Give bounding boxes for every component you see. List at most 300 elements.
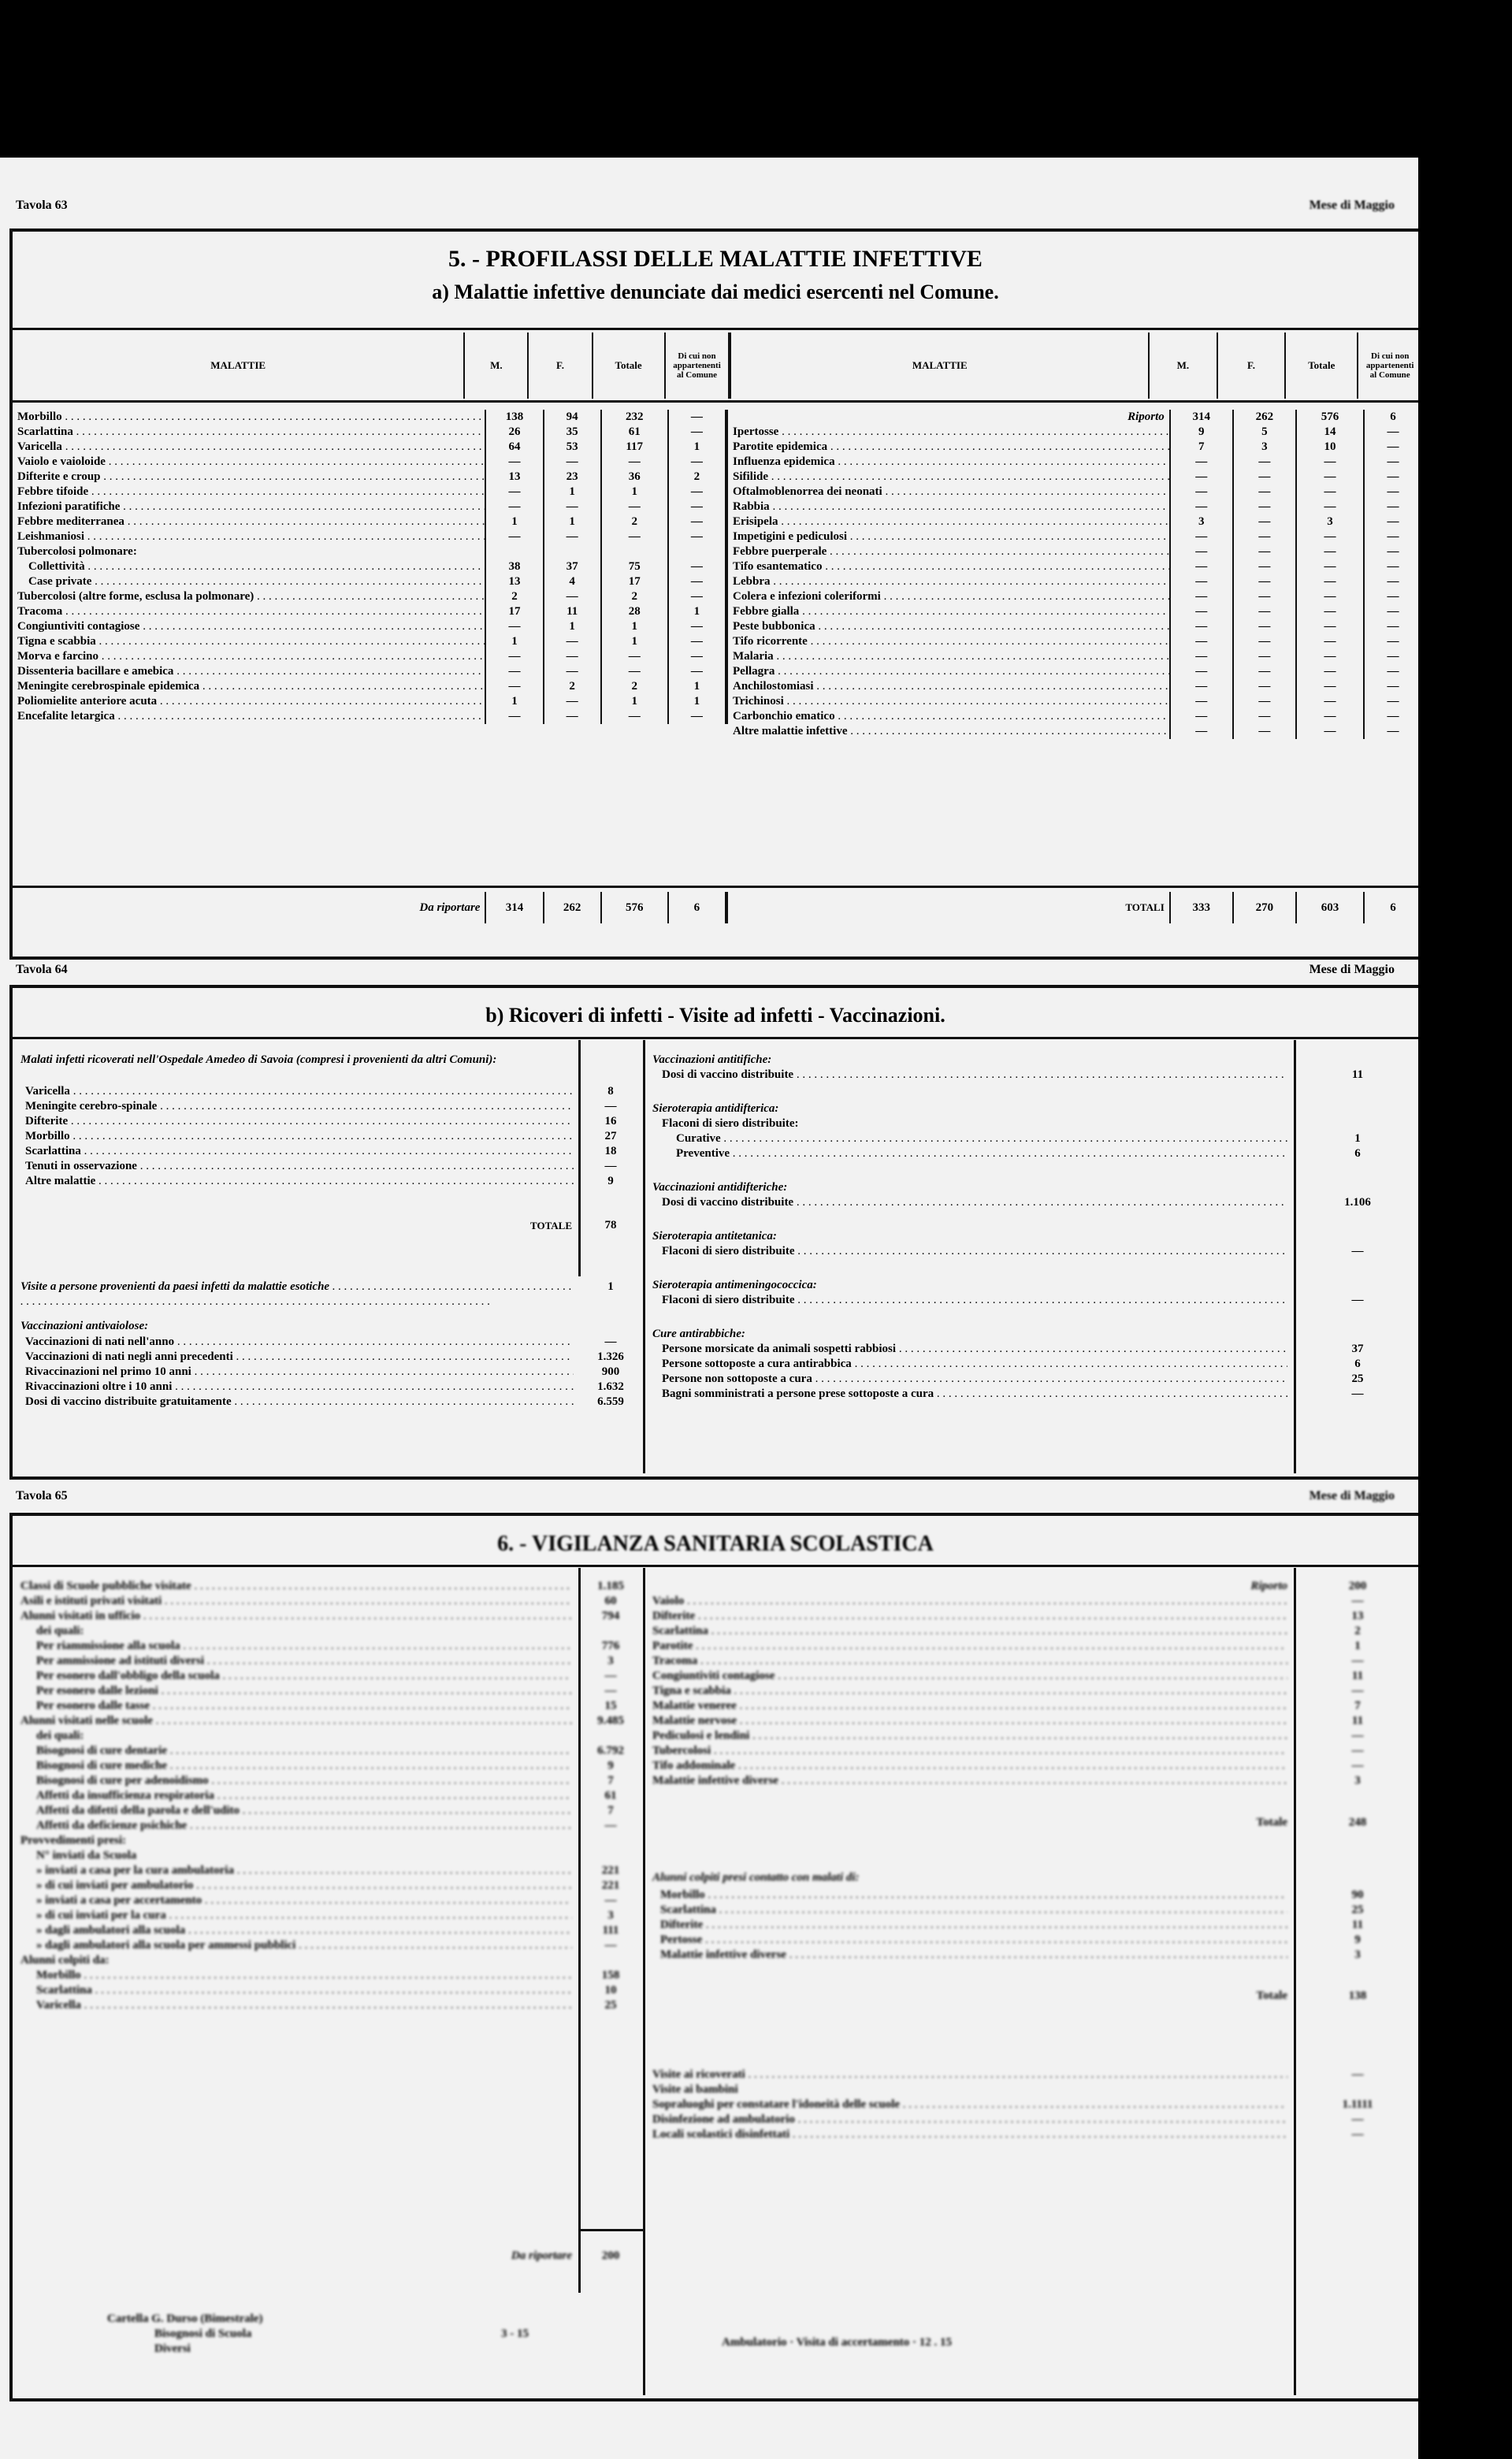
left-total-label: Da riportare bbox=[13, 892, 485, 923]
list-item bbox=[652, 1372, 1287, 1387]
cell-value: 1 bbox=[601, 694, 668, 709]
disease-label bbox=[13, 559, 485, 574]
disease-label bbox=[728, 664, 1170, 679]
list-item bbox=[20, 1654, 572, 1669]
disease-label bbox=[728, 634, 1170, 649]
item-value: 6.792 bbox=[597, 1744, 624, 1757]
disease-name: Tracoma bbox=[17, 605, 63, 618]
col-malattie: MALATTIE bbox=[13, 332, 464, 399]
cell-value: — bbox=[1387, 485, 1399, 498]
leader-dots bbox=[822, 560, 1169, 573]
disease-label bbox=[728, 544, 1170, 559]
item-label: Provvedimenti presi: bbox=[20, 1834, 127, 1847]
leader-dots bbox=[735, 1759, 1287, 1772]
item-label: Malattie infettive diverse bbox=[652, 1774, 778, 1787]
leader-dots bbox=[697, 1655, 1287, 1667]
col-f: F. bbox=[528, 332, 592, 399]
disease-name: Leishmaniosi bbox=[17, 530, 85, 543]
riporto-m: 314 bbox=[1170, 410, 1233, 425]
list-item bbox=[20, 1594, 572, 1609]
cell-value: — bbox=[1296, 574, 1364, 589]
left-total-m: 314 bbox=[485, 892, 543, 923]
list-item bbox=[20, 1878, 572, 1893]
cell-value: — bbox=[1387, 710, 1399, 722]
item-value: 6 bbox=[1354, 1147, 1361, 1160]
cell-value: — bbox=[1387, 590, 1399, 603]
cell-value: — bbox=[1233, 544, 1296, 559]
table-row bbox=[13, 634, 726, 649]
item-label: Pediculosi e lendini bbox=[652, 1729, 750, 1742]
cell-value: — bbox=[1387, 665, 1399, 678]
item-value: — bbox=[604, 1819, 617, 1832]
list-item bbox=[25, 1129, 574, 1144]
list-item bbox=[20, 1938, 572, 1953]
list-item bbox=[20, 1983, 572, 1998]
item-value: 1 bbox=[1354, 1132, 1361, 1145]
item-label: Morbillo bbox=[25, 1130, 70, 1142]
item-value: — bbox=[1351, 1387, 1364, 1400]
cell-value: 232 bbox=[601, 410, 668, 425]
gap bbox=[652, 1161, 1287, 1180]
disease-name: Tubercolosi (altre forme, esclusa la polmonare) bbox=[17, 590, 254, 603]
item-label: Preventive bbox=[676, 1147, 730, 1160]
s6-right-list bbox=[652, 1594, 1287, 1789]
list-item bbox=[20, 1774, 572, 1789]
item-value: 3 bbox=[607, 1655, 614, 1667]
cell-value: — bbox=[485, 619, 543, 634]
cell-value: — bbox=[1170, 679, 1233, 694]
item-label: Difterite bbox=[652, 1610, 696, 1622]
list-item bbox=[652, 1624, 1287, 1639]
leader-dots bbox=[900, 2098, 1287, 2111]
leader-dots bbox=[62, 410, 486, 423]
item-label: Rivaccinazioni nel primo 10 anni bbox=[25, 1365, 191, 1378]
disease-label bbox=[13, 440, 485, 455]
s6-riporto-label: Riporto bbox=[1250, 1580, 1287, 1592]
item-label: Tracoma bbox=[652, 1655, 698, 1667]
cell-value: — bbox=[668, 709, 726, 724]
cell-value: — bbox=[1387, 515, 1399, 528]
list-item bbox=[25, 1395, 574, 1410]
table-row bbox=[13, 440, 726, 455]
list-item bbox=[20, 1818, 572, 1833]
disease-label bbox=[13, 604, 485, 619]
item-value: 11 bbox=[1351, 1068, 1364, 1081]
s6-left-values bbox=[581, 1579, 640, 2013]
item-value: — bbox=[604, 1894, 617, 1907]
s6-footer-line-3: Diversi bbox=[154, 2342, 191, 2355]
leader-dots bbox=[793, 1068, 1287, 1081]
spacer bbox=[1298, 1278, 1417, 1293]
list-item bbox=[652, 2127, 1287, 2142]
cell-value: 17 bbox=[485, 604, 543, 619]
gap bbox=[652, 1308, 1287, 1327]
b-right-values bbox=[1298, 1053, 1417, 1421]
b-total-value: 78 bbox=[604, 1219, 617, 1231]
cell-value: — bbox=[1296, 664, 1364, 679]
item-value: 221 bbox=[601, 1879, 620, 1892]
table-row bbox=[728, 544, 1421, 559]
leader-dots bbox=[172, 1380, 574, 1393]
leader-dots bbox=[794, 1245, 1287, 1257]
disease-label bbox=[13, 500, 485, 514]
section-6-title: 6. - VIGILANZA SANITARIA SCOLASTICA bbox=[497, 1532, 934, 1556]
gap bbox=[652, 1259, 1287, 1278]
cell-value: — bbox=[1233, 529, 1296, 544]
cell-value: 23 bbox=[544, 470, 601, 485]
item-label: Locali scolastici disinfettati bbox=[652, 2128, 790, 2141]
disease-label bbox=[728, 470, 1170, 485]
cell-value: — bbox=[485, 649, 543, 664]
cell-value: — bbox=[1233, 455, 1296, 470]
cell-value: 2 bbox=[544, 679, 601, 694]
table-row bbox=[13, 410, 726, 425]
s6-left-footer bbox=[107, 2312, 548, 2357]
cell-value: — bbox=[668, 514, 726, 529]
leader-dots bbox=[174, 1335, 574, 1348]
table-row bbox=[728, 485, 1421, 500]
leader-dots bbox=[73, 425, 486, 438]
leader-dots bbox=[745, 2068, 1287, 2081]
gap bbox=[1298, 1402, 1417, 1421]
item-value: 6.559 bbox=[597, 1395, 624, 1408]
disease-name: Collettività bbox=[28, 560, 85, 573]
item-label: Varicella bbox=[25, 1085, 70, 1098]
item-label: Morbillo bbox=[660, 1889, 705, 1901]
leader-dots bbox=[158, 1685, 572, 1697]
item-label: Malattie veneree bbox=[652, 1699, 737, 1712]
item-value: 1.106 bbox=[1344, 1196, 1371, 1209]
list-item bbox=[20, 1744, 572, 1759]
table-row bbox=[728, 664, 1421, 679]
item-value: 776 bbox=[601, 1640, 620, 1652]
table-row bbox=[13, 470, 726, 485]
item-label: Per esonero dalle tasse bbox=[36, 1699, 150, 1712]
cell-value: 14 bbox=[1296, 425, 1364, 440]
item-label: Difterite bbox=[660, 1919, 704, 1931]
item-value: 221 bbox=[601, 1864, 620, 1877]
disease-label bbox=[13, 514, 485, 529]
item-value: — bbox=[1351, 1245, 1364, 1257]
item-label: Varicella bbox=[36, 1999, 81, 2011]
section-6-frame bbox=[9, 1513, 1418, 2401]
table-row bbox=[13, 709, 726, 724]
spacer bbox=[1298, 1180, 1417, 1195]
item-value: 25 bbox=[1351, 1904, 1364, 1916]
leader-dots bbox=[711, 1744, 1287, 1757]
b-left-list bbox=[25, 1084, 574, 1189]
table-row bbox=[13, 694, 726, 709]
leader-dots bbox=[794, 1294, 1287, 1306]
disease-name: Altre malattie infettive bbox=[733, 725, 848, 737]
item-label: Tigna e scabbia bbox=[652, 1685, 731, 1697]
s6-right-values bbox=[1298, 1594, 1417, 1789]
item-label: Dosi di vaccino distribuite bbox=[662, 1196, 794, 1209]
group-heading: Vaccinazioni antidifteriche: bbox=[652, 1181, 788, 1194]
left-total-f: 262 bbox=[544, 892, 601, 923]
cell-value: — bbox=[1233, 589, 1296, 604]
disease-label bbox=[728, 455, 1170, 470]
item-label: » dagli ambulatori alla scuola per ammessi pubblici bbox=[36, 1939, 296, 1952]
list-item bbox=[652, 1654, 1287, 1669]
table-row bbox=[728, 589, 1421, 604]
cell-value: 28 bbox=[601, 604, 668, 619]
cell-value: — bbox=[1387, 470, 1399, 483]
disease-name: Difterite e croup bbox=[17, 470, 101, 483]
cell-value: — bbox=[544, 455, 601, 470]
leader-dots bbox=[81, 1969, 572, 1982]
cell-value bbox=[601, 544, 668, 559]
disease-label bbox=[13, 455, 485, 470]
s6-total2-label: Totale bbox=[1256, 1989, 1287, 2002]
item-value: — bbox=[1351, 1744, 1364, 1757]
item-label: Curative bbox=[676, 1132, 721, 1145]
cell-value: — bbox=[1170, 664, 1233, 679]
disease-label bbox=[13, 649, 485, 664]
list-item bbox=[20, 1624, 572, 1639]
list-item bbox=[20, 1789, 572, 1803]
leader-dots bbox=[150, 1699, 572, 1712]
table-row bbox=[13, 514, 726, 529]
item-label: Congiuntiviti contagiose bbox=[652, 1670, 775, 1682]
item-label: Difterite bbox=[25, 1115, 69, 1127]
cell-value: — bbox=[1387, 530, 1399, 543]
item-value: — bbox=[1351, 1685, 1364, 1697]
table-row bbox=[13, 574, 726, 589]
disease-label bbox=[728, 679, 1170, 694]
leader-dots bbox=[705, 1889, 1287, 1901]
list-item bbox=[20, 1953, 572, 1968]
disease-name: Varicella bbox=[17, 440, 62, 453]
list-item bbox=[20, 1729, 572, 1744]
item-label: N° inviati da Scuola bbox=[36, 1849, 137, 1862]
col-f-r: F. bbox=[1217, 332, 1286, 399]
table-row bbox=[728, 574, 1421, 589]
leader-dots bbox=[814, 680, 1170, 693]
item-label: Bisognosi di cure mediche bbox=[36, 1759, 167, 1772]
riporto-f: 262 bbox=[1233, 410, 1296, 425]
table-a-header bbox=[13, 332, 1421, 399]
b-vacc-list bbox=[25, 1335, 574, 1410]
disease-label bbox=[728, 529, 1170, 544]
left-total-tot: 576 bbox=[601, 892, 668, 923]
cell-value: — bbox=[1170, 574, 1233, 589]
table-row bbox=[728, 619, 1421, 634]
item-label: Pertosse bbox=[660, 1933, 703, 1946]
list-item bbox=[20, 1998, 572, 2013]
item-value: 11 bbox=[1351, 1670, 1364, 1682]
item-value: 60 bbox=[604, 1595, 617, 1607]
leader-dots bbox=[684, 1595, 1287, 1607]
spacer bbox=[1298, 1327, 1417, 1342]
cell-value: — bbox=[1233, 514, 1296, 529]
cell-value: — bbox=[1170, 694, 1233, 709]
cell-value: — bbox=[485, 529, 543, 544]
s6-left-total-label: Da riportare bbox=[511, 2249, 572, 2262]
cell-value: — bbox=[1233, 634, 1296, 649]
item-value: 15 bbox=[604, 1699, 617, 1712]
leader-dots bbox=[91, 575, 485, 588]
item-value bbox=[581, 1624, 640, 1639]
col-m: M. bbox=[464, 332, 528, 399]
s6-footer-line-1: Cartella G. Durso (Bimestrale) bbox=[107, 2312, 263, 2325]
disease-name: Congiuntiviti contagiose bbox=[17, 620, 140, 633]
col-m-r: M. bbox=[1149, 332, 1217, 399]
spacer bbox=[1298, 1053, 1417, 1068]
leader-dots bbox=[240, 1804, 572, 1817]
item-value: — bbox=[604, 1160, 617, 1172]
table-row bbox=[13, 500, 726, 514]
cell-value: 2 bbox=[668, 470, 726, 485]
leader-dots bbox=[847, 530, 1170, 543]
leader-dots bbox=[775, 665, 1169, 678]
leader-dots bbox=[106, 455, 486, 468]
item-value bbox=[581, 1953, 640, 1968]
item-label: dei quali: bbox=[36, 1729, 84, 1742]
disease-name: Febbre puerperale bbox=[733, 545, 827, 558]
cell-value: — bbox=[1387, 500, 1399, 513]
leader-dots bbox=[775, 1670, 1287, 1682]
leader-dots bbox=[716, 1904, 1287, 1916]
cell-value: — bbox=[1170, 485, 1233, 500]
item-value: 8 bbox=[607, 1085, 614, 1098]
leader-dots bbox=[815, 620, 1170, 633]
item-label: Sopraluoghi per constatare l'idoneità delle scuole bbox=[652, 2098, 901, 2111]
item-value bbox=[581, 1729, 640, 1744]
item-value: 11 bbox=[1351, 1714, 1364, 1727]
item-label: Flaconi di siero distribuite bbox=[662, 1294, 795, 1306]
item-label: Altre malattie bbox=[25, 1175, 96, 1187]
disease-name: Pellagra bbox=[733, 665, 775, 678]
cell-value: — bbox=[1387, 695, 1399, 708]
list-item bbox=[652, 1669, 1287, 1684]
cell-value: — bbox=[668, 500, 726, 514]
item-label: Scarlattina bbox=[652, 1625, 708, 1637]
leader-dots bbox=[162, 1595, 572, 1607]
leader-dots bbox=[795, 2113, 1287, 2126]
disease-label bbox=[728, 694, 1170, 709]
cell-value: — bbox=[1170, 724, 1233, 739]
list-item bbox=[20, 1923, 572, 1938]
cell-value: — bbox=[1387, 605, 1399, 618]
item-value: 3 bbox=[1354, 1774, 1361, 1787]
list-item bbox=[25, 1099, 574, 1114]
table-row bbox=[728, 724, 1421, 739]
list-item bbox=[652, 1774, 1287, 1789]
cell-value: — bbox=[1233, 470, 1296, 485]
tavola-64-month: Mese di Maggio bbox=[1309, 963, 1395, 976]
section-5-title: 5. - PROFILASSI DELLE MALATTIE INFETTIVE bbox=[448, 246, 983, 272]
table-row bbox=[13, 649, 726, 664]
b-right-list bbox=[652, 1053, 1287, 1421]
disease-label bbox=[13, 425, 485, 440]
cell-value: — bbox=[1296, 694, 1364, 709]
item-label: Affetti da insufficienza respiratoria bbox=[36, 1789, 214, 1802]
list-item bbox=[652, 1357, 1287, 1372]
group-heading: Vaccinazioni antitifiche: bbox=[652, 1053, 772, 1066]
cell-value: 1 bbox=[601, 619, 668, 634]
list-item bbox=[25, 1380, 574, 1395]
item-value: 900 bbox=[601, 1365, 620, 1378]
table-row bbox=[728, 559, 1421, 574]
s6-right-heading2: Alunni colpiti presi contatto con malati di: bbox=[652, 1871, 860, 1884]
cell-value: — bbox=[1296, 529, 1364, 544]
leader-dots bbox=[749, 1729, 1287, 1742]
cell-value: 1 bbox=[601, 634, 668, 649]
leader-dots bbox=[185, 1924, 572, 1937]
list-item bbox=[20, 1699, 572, 1714]
cell-value: 37 bbox=[544, 559, 601, 574]
disease-name: Meningite cerebrospinale epidemica bbox=[17, 680, 200, 693]
list-item bbox=[20, 1759, 572, 1774]
table-row bbox=[728, 500, 1421, 514]
disease-name: Sifilide bbox=[733, 470, 769, 483]
list-item bbox=[25, 1114, 574, 1129]
item-label: » inviati a casa per la cura ambulatoria bbox=[36, 1864, 234, 1877]
cell-value: 26 bbox=[485, 425, 543, 440]
leader-dots bbox=[191, 1365, 574, 1378]
list-item bbox=[652, 1293, 1287, 1308]
disease-label bbox=[728, 440, 1170, 455]
leader-dots bbox=[173, 665, 485, 678]
leader-dots bbox=[703, 1919, 1287, 1931]
list-item bbox=[652, 1744, 1287, 1759]
gap bbox=[652, 1210, 1287, 1229]
item-label: Bisognosi di cure dentarie bbox=[36, 1744, 167, 1757]
cell-value: — bbox=[1387, 455, 1399, 468]
list-item bbox=[652, 1195, 1287, 1210]
cell-value: — bbox=[1387, 425, 1399, 438]
b-vacc-heading: Vaccinazioni antivaiolose: bbox=[20, 1320, 149, 1332]
cell-value: — bbox=[668, 410, 726, 425]
table-a-title: a) Malattie infettive denunciate dai medici esercenti nel Comune. bbox=[432, 280, 999, 303]
s6-left-total-value: 200 bbox=[601, 2249, 620, 2262]
cell-value: — bbox=[668, 485, 726, 500]
disease-label bbox=[728, 619, 1170, 634]
disease-name: Febbre gialla bbox=[733, 605, 800, 618]
leader-dots bbox=[95, 1175, 574, 1187]
disease-label bbox=[728, 589, 1170, 604]
cell-value: — bbox=[668, 634, 726, 649]
leader-dots bbox=[167, 1759, 572, 1772]
s6-total1-label: Totale bbox=[1256, 1816, 1287, 1829]
item-value: — bbox=[1351, 1655, 1364, 1667]
item-value: 25 bbox=[1351, 1373, 1364, 1385]
leader-dots bbox=[166, 1909, 572, 1922]
leader-dots bbox=[85, 560, 486, 573]
table-a-left-total bbox=[13, 892, 728, 923]
item-value: 90 bbox=[1351, 1889, 1364, 1901]
list-item bbox=[652, 2112, 1287, 2127]
gap bbox=[1298, 1210, 1417, 1229]
cell-value: 117 bbox=[601, 440, 668, 455]
cell-value: 1 bbox=[544, 619, 601, 634]
cell-value: — bbox=[1170, 529, 1233, 544]
spacer bbox=[1298, 1229, 1417, 1244]
item-value: 37 bbox=[1351, 1343, 1364, 1355]
cell-value: 10 bbox=[1296, 440, 1364, 455]
cell-value bbox=[668, 544, 726, 559]
cell-value: 64 bbox=[485, 440, 543, 455]
cell-value: — bbox=[1170, 544, 1233, 559]
cell-value: — bbox=[1233, 574, 1296, 589]
leader-dots bbox=[193, 1879, 572, 1892]
item-value: — bbox=[604, 1100, 617, 1112]
list-item bbox=[25, 1144, 574, 1159]
disease-label bbox=[728, 500, 1170, 514]
disease-name: Morva e farcino bbox=[17, 650, 99, 663]
table-row bbox=[13, 604, 726, 619]
